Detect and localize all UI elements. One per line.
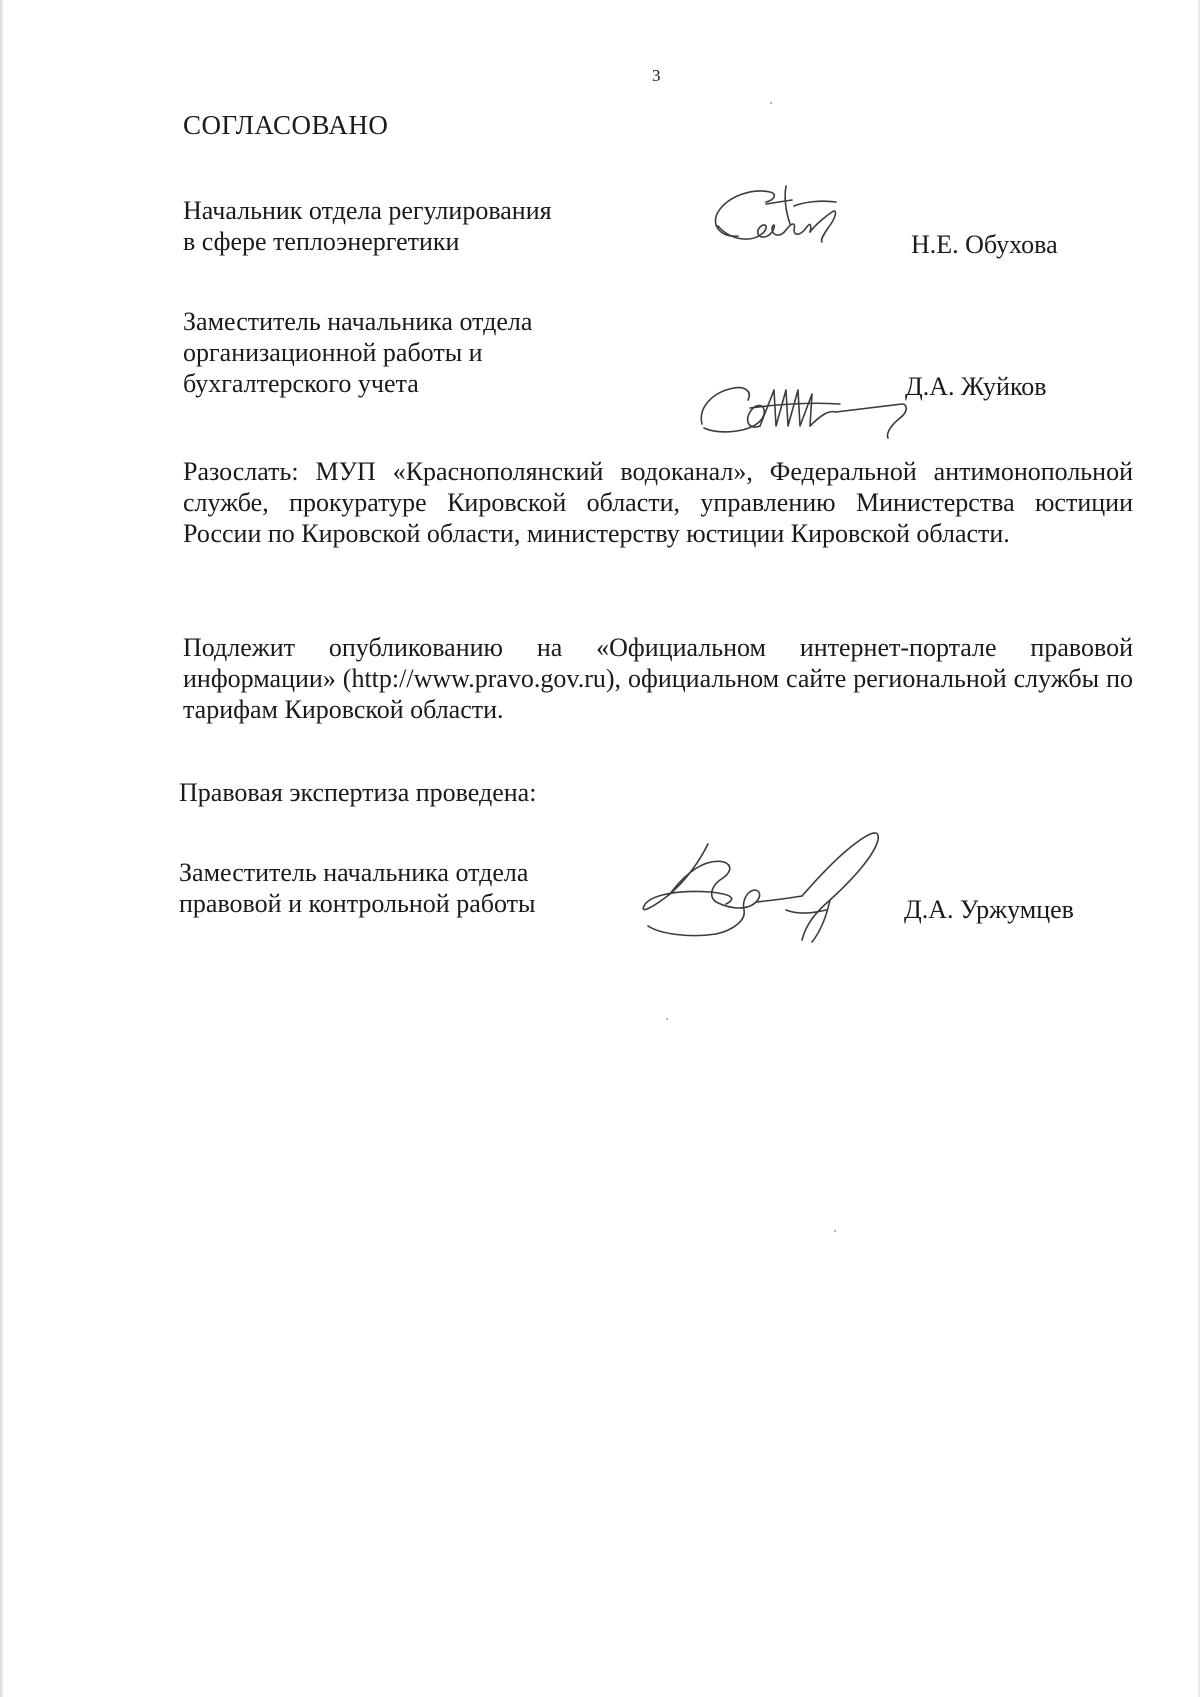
signatory-name: Н.Е. Обухова xyxy=(911,230,1058,259)
legal-review-heading: Правовая экспертиза проведена: xyxy=(179,778,537,807)
position-line: бухгалтерского учета xyxy=(183,369,419,398)
signature-image xyxy=(630,810,940,950)
scan-speck xyxy=(666,1018,668,1020)
position-line: Заместитель начальника отдела xyxy=(179,858,529,887)
position-line: Заместитель начальника отдела xyxy=(183,307,533,336)
legal-review-position xyxy=(179,857,535,919)
scan-edge xyxy=(0,0,4,1697)
scan-speck xyxy=(834,1230,836,1232)
page-number: 3 xyxy=(652,66,661,85)
position-line: правовой и контрольной работы xyxy=(179,889,536,918)
signatory-position xyxy=(183,306,532,399)
signatory-position xyxy=(183,195,552,257)
agreed-heading: СОГЛАСОВАНО xyxy=(183,110,389,140)
signatory-name: Д.А. Уржумцев xyxy=(904,895,1074,924)
distribution-list: Разослать: МУП «Краснополянский водоканал», Федеральной антимонопольной службе, прокуратуре Кировской области, управлению Министерства юстиции России по Кировской области, министерству юстиции Кировской области. xyxy=(183,457,1133,548)
position-line: Начальник отдела регулирования xyxy=(183,196,552,225)
signature-image xyxy=(700,178,875,263)
signatory-name: Д.А. Жуйков xyxy=(905,372,1047,401)
signature-image xyxy=(690,368,920,440)
publication-notice: Подлежит опубликованию на «Официальном интернет-портале правовой информации» (http://www.pravo.gov.ru), официальном сайте региональной службы по тарифам Кировской области. xyxy=(183,633,1133,724)
position-line: организационной работы и xyxy=(183,338,483,367)
position-line: в сфере теплоэнергетики xyxy=(183,227,460,256)
scan-speck xyxy=(770,102,772,104)
